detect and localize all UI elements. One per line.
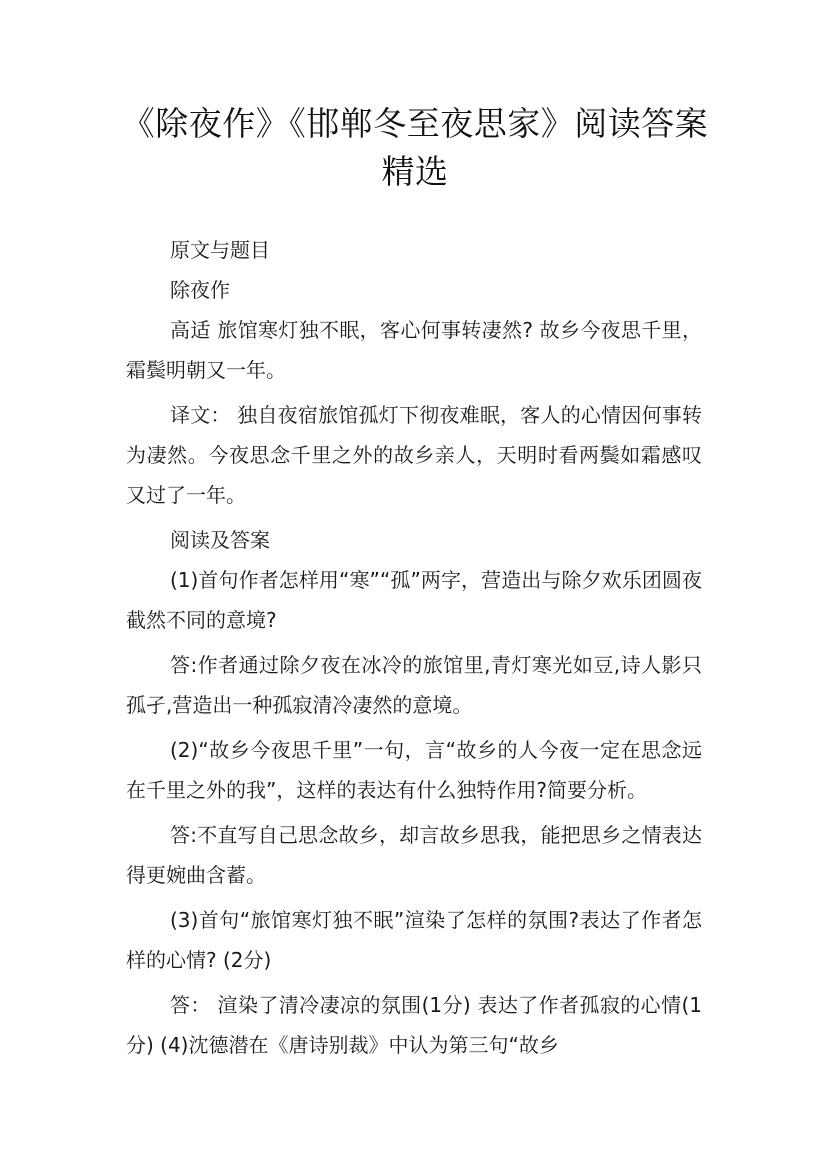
question-2: (2)“故乡今夜思千里”一句，言“故乡的人今夜一定在思念远在千里之外的我”，这样的表达有什么独特作用?简要分析。 bbox=[126, 738, 702, 802]
question-1: (1)首句作者怎样用“寒”“孤”两字，营造出与除夕欢乐团圆夜截然不同的意境? bbox=[126, 568, 702, 632]
question-3: (3)首句“旅馆寒灯独不眠”渲染了怎样的氛围?表达了作者怎样的心情? (2分) bbox=[126, 908, 702, 972]
section-heading-original: 原文与题目 bbox=[170, 238, 270, 262]
section-heading-questions: 阅读及答案 bbox=[170, 528, 270, 552]
answer-1: 答:作者通过除夕夜在冰冷的旅馆里,青灯寒光如豆,诗人影只孤孑,营造出一种孤寂清冷凄然的意境。 bbox=[126, 653, 702, 717]
answer-2: 答:不直写自己思念故乡，却言故乡思我，能把思乡之情表达得更婉曲含蓄。 bbox=[126, 823, 702, 887]
poem-title: 除夜作 bbox=[170, 278, 230, 302]
document-title: 《除夜作》《邯郸冬至夜思家》阅读答案精选 bbox=[121, 104, 709, 191]
translation-paragraph: 译文： 独自夜宿旅馆孤灯下彻夜难眠，客人的心情因何事转为凄然。今夜思念千里之外的故乡亲人，天明时看两鬓如霜感叹又过了一年。 bbox=[126, 403, 702, 507]
answer-3: 答： 渲染了清冷凄凉的氛围(1分) 表达了作者孤寂的心情(1分) (4)沈德潜在《唐诗别裁》中认为第三句“故乡 bbox=[126, 993, 702, 1057]
document-body bbox=[126, 230, 702, 1070]
poem-text: 高适 旅馆寒灯独不眠，客心何事转凄然? 故乡今夜思千里，霜鬓明朝又一年。 bbox=[126, 318, 702, 382]
